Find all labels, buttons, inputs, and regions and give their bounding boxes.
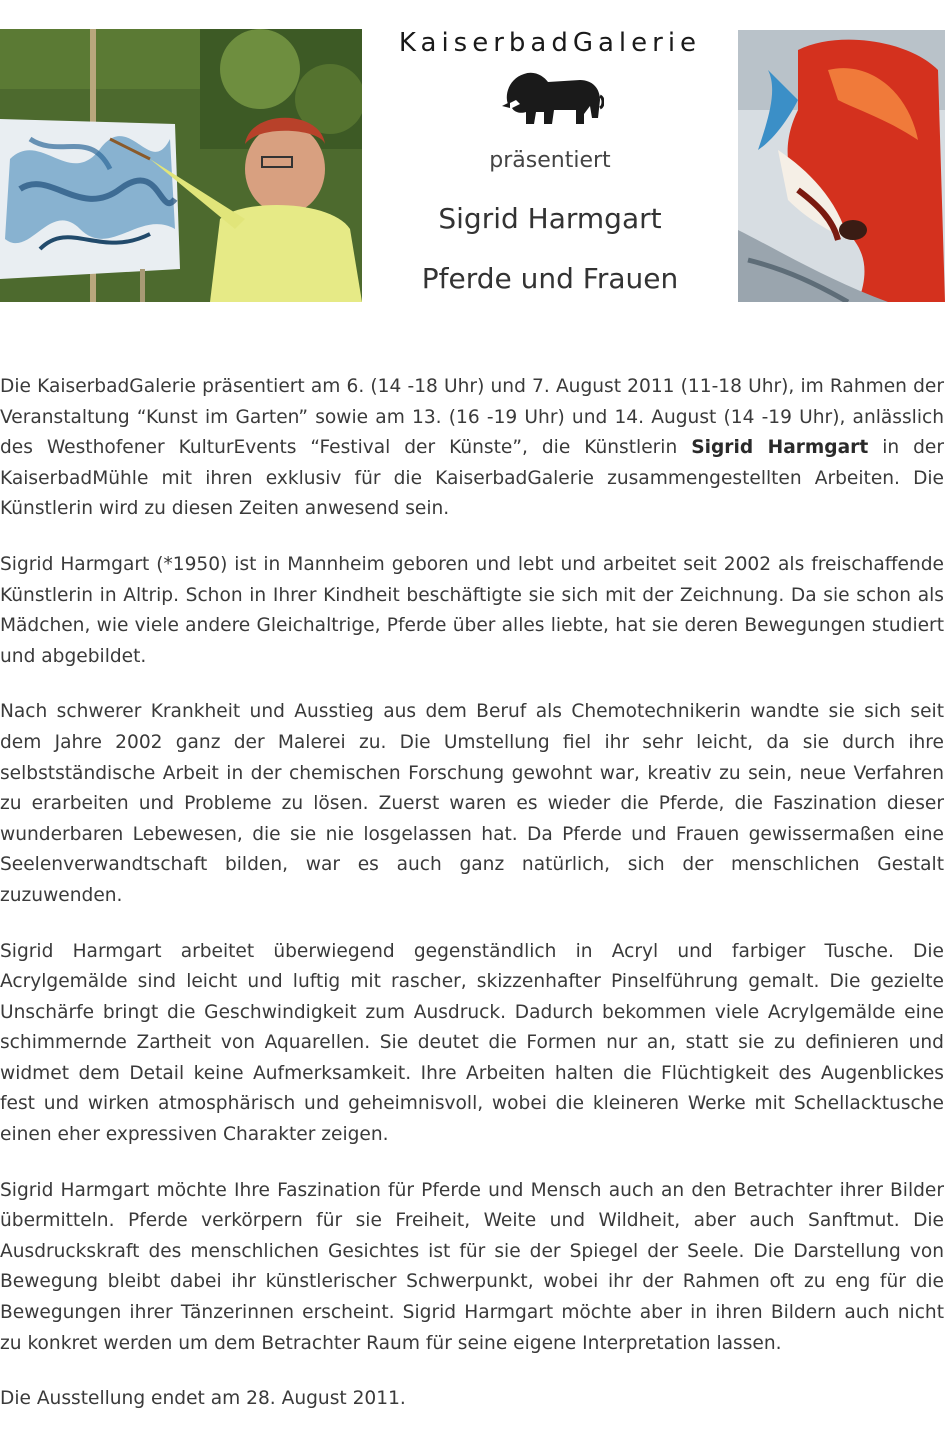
- gallery-name: KaiserbadGalerie: [398, 28, 702, 58]
- article-body: [0, 372, 944, 1440]
- paragraph-intro: [0, 372, 944, 525]
- artist-painting-photo: [0, 29, 362, 302]
- paragraph-career: Nach schwerer Krankheit und Ausstieg aus dem Beruf als Chemotechnikerin wandte sie sich seit dem Jahre 2002 ganz der Malerei zu. Die Umstellung fiel ihr sehr leicht, da sie durch ihre selbstständische Arbeit in der chemischen Forschung gewohnt war, kreativ zu sein, neue Verfahren zu erarbeiten und Probleme zu lösen. Zuerst waren es wieder die Pferde, die Faszination dieser wunderbaren Lebewesen, die sie nie losgelassen hat. Da Pferde und Frauen gewissermaßen eine Seelenverwandtschaft bilden, war es auch ganz natürlich, sich der menschlichen Gestalt zuzuwenden.: [0, 701, 944, 906]
- artist-name-inline: Sigrid Harmgart: [691, 437, 869, 459]
- exhibition-title: Pferde und Frauen: [421, 262, 679, 295]
- paragraph-intention: Sigrid Harmgart möchte Ihre Faszination für Pferde und Mensch auch an den Betrachter ihrer Bilder übermitteln. Pferde verkörpern für sie Freiheit, Weite und Wildheit, aber auch Sanftmut. Die Ausdruckskraft des menschlichen Gesichtes ist für sie der Spiegel der Seele. Die Darstellung von Bewegung bleibt dabei ihr künstlerischer Schwerpunkt, wobei ihr der Rahmen oft zu eng für die Bewegungen ihrer Tänzerinnen erscheint. Sigrid Harmgart möchte aber in ihren Bildern auch nicht zu konkret werden um dem Betrachter Raum für seine eigene Interpretation lassen.: [0, 1179, 944, 1354]
- lion-logo-icon: [500, 66, 604, 128]
- red-horse-painting: [738, 30, 945, 302]
- paragraph-closing: Die Ausstellung endet am 28. August 2011.: [0, 1388, 406, 1410]
- paragraph-intro-b: in der KaiserbadMühle mit ihren exklusiv für die KaiserbadGalerie zusammengestellten Arbeiten. Die Künstlerin wird zu diesen Zeiten anwesend sein.: [0, 437, 944, 520]
- artist-name: Sigrid Harmgart: [438, 202, 662, 235]
- presents-text: präsentiert: [489, 148, 611, 173]
- paragraph-intro-a: Die KaiserbadGalerie präsentiert am 6. (14 -18 Uhr) und 7. August 2011 (11-18 Uhr), im Rahmen der Veranstaltung “Kunst im Garten” sowie am 13. (16 -19 Uhr) und 14. August (14 -19 Uhr), anlässlich des Westhofener KulturEvents “Festival der Künste”, die Künstlerin: [0, 376, 944, 459]
- paragraph-biography: Sigrid Harmgart (*1950) ist in Mannheim geboren und lebt und arbeitet seit 2002 als freischaffende Künstlerin in Altrip. Schon in Ihrer Kindheit beschäftigte sie sich mit der Zeichnung. Da sie schon als Mädchen, wie viele andere Gleichaltrige, Pferde über alles liebte, hat sie deren Bewegungen studiert und abgebildet.: [0, 553, 944, 667]
- paragraph-technique: Sigrid Harmgart arbeitet überwiegend gegenständlich in Acryl und farbiger Tusche. Die Acrylgemälde sind leicht und luftig mit rascher, skizzenhafter Pinselführung gemalt. Die gezielte Unschärfe bringt die Geschwindigkeit zum Ausdruck. Dadurch bekommen viele Acrylgemälde eine schimmernde Zartheit von Aquarellen. Sie deutet die Formen nur an, statt sie zu definieren und widmet dem Detail keine Aufmerksamkeit. Ihre Arbeiten halten die Flüchtigkeit des Augenblickes fest und wirken atmosphärisch und geheimnisvoll, wobei die kleineren Werke mit Schellacktusche einen eher expressiven Charakter zeigen.: [0, 940, 944, 1146]
